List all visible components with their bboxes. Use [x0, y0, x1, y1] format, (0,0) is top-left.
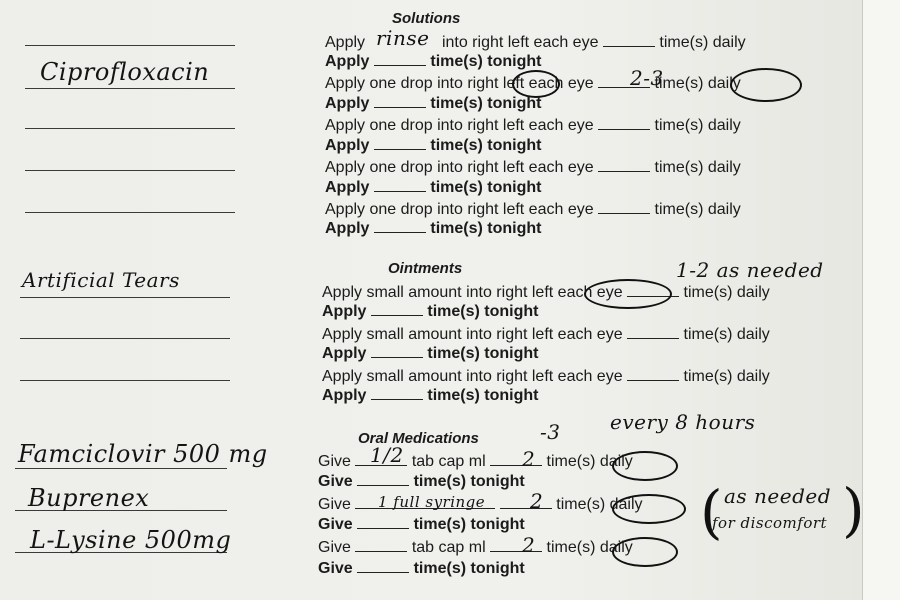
page-edge [862, 0, 900, 600]
solution-row-3: Apply one drop into right left each eye time(s) daily [325, 117, 741, 134]
handwritten-for-discomfort: for discomfort [712, 514, 828, 532]
handwritten-drug-buprenex: Buprenex [28, 484, 150, 512]
ointments-heading: Ointments [388, 260, 463, 277]
handwritten-1-full-syringe: 1 full syringe [378, 493, 486, 511]
oral-medications-heading: Oral Medications [358, 430, 479, 447]
handwritten-right-paren: ) [842, 476, 865, 544]
solution-row-5-tonight: Apply time(s) tonight [325, 220, 542, 237]
circle-daily [730, 68, 802, 102]
solution-row-1-tonight: Apply time(s) tonight [325, 53, 542, 70]
handwritten-drug-l-lysine: L-Lysine 500mg [30, 526, 232, 554]
med-line-6 [20, 297, 230, 298]
solution-row-2: Apply one drop into right left each eye time(s) daily [325, 75, 741, 92]
med-line-8 [20, 380, 230, 381]
med-line-7 [20, 338, 230, 339]
handwritten-rinse: rinse [376, 26, 430, 50]
med-line-5 [25, 212, 235, 213]
handwritten-as-needed: as needed [724, 484, 832, 508]
oral-row-2-tonight: Give time(s) tonight [318, 516, 525, 533]
oral-row-1-tonight: Give time(s) tonight [318, 473, 525, 490]
oral-row-3: Give tab cap ml time(s) daily [318, 539, 633, 556]
handwritten-3: -3 [540, 420, 561, 444]
ointment-row-3-tonight: Apply time(s) tonight [322, 387, 539, 404]
ointment-row-3: Apply small amount into right left each eye time(s) daily [322, 368, 770, 385]
oral-row-1: Give tab cap ml time(s) daily [318, 453, 633, 470]
circle-each-eye [584, 279, 672, 309]
circle-daily-oral-3 [612, 537, 678, 567]
handwritten-drug-famciclovir: Famciclovir 500 mg [18, 440, 268, 468]
solution-row-4-tonight: Apply time(s) tonight [325, 179, 542, 196]
med-line-9 [15, 468, 227, 469]
circle-left [512, 70, 560, 98]
handwritten-2c: 2 [522, 533, 536, 557]
med-line-4 [25, 170, 235, 171]
solution-row-2-tonight: Apply time(s) tonight [325, 95, 542, 112]
handwritten-drug-ciprofloxacin: Ciprofloxacin [40, 58, 210, 86]
circle-daily-oral-2 [612, 494, 686, 524]
handwritten-drug-artificial-tears: Artificial Tears [22, 268, 180, 292]
ointment-row-1-tonight: Apply time(s) tonight [322, 303, 539, 320]
solution-row-3-tonight: Apply time(s) tonight [325, 137, 542, 154]
med-line-3 [25, 128, 235, 129]
oral-row-3-tonight: Give time(s) tonight [318, 560, 525, 577]
ointment-row-2-tonight: Apply time(s) tonight [322, 345, 539, 362]
circle-daily-oral-1 [612, 451, 678, 481]
ointment-row-2: Apply small amount into right left each eye time(s) daily [322, 326, 770, 343]
handwritten-1-2-as-needed: 1-2 as needed [676, 258, 824, 282]
ointment-row-1: Apply small amount into right left each eye time(s) daily [322, 284, 770, 301]
handwritten-every-8-hours: every 8 hours [610, 410, 756, 434]
med-line-1 [25, 45, 235, 46]
solutions-heading: Solutions [392, 10, 461, 27]
handwritten-2a: 2 [522, 447, 536, 471]
oral-row-2: Give time(s) daily [318, 496, 643, 513]
solution-row-5: Apply one drop into right left each eye time(s) daily [325, 201, 741, 218]
handwritten-2b: 2 [530, 489, 544, 513]
handwritten-left-paren: ( [700, 478, 723, 546]
handwritten-2-3: 2-3 [630, 66, 664, 90]
solution-row-4: Apply one drop into right left each eye time(s) daily [325, 159, 741, 176]
handwritten-1-2: 1/2 [370, 443, 404, 467]
solution-row-1: Apply into right left each eye time(s) daily [325, 34, 746, 51]
med-line-2 [25, 88, 235, 89]
